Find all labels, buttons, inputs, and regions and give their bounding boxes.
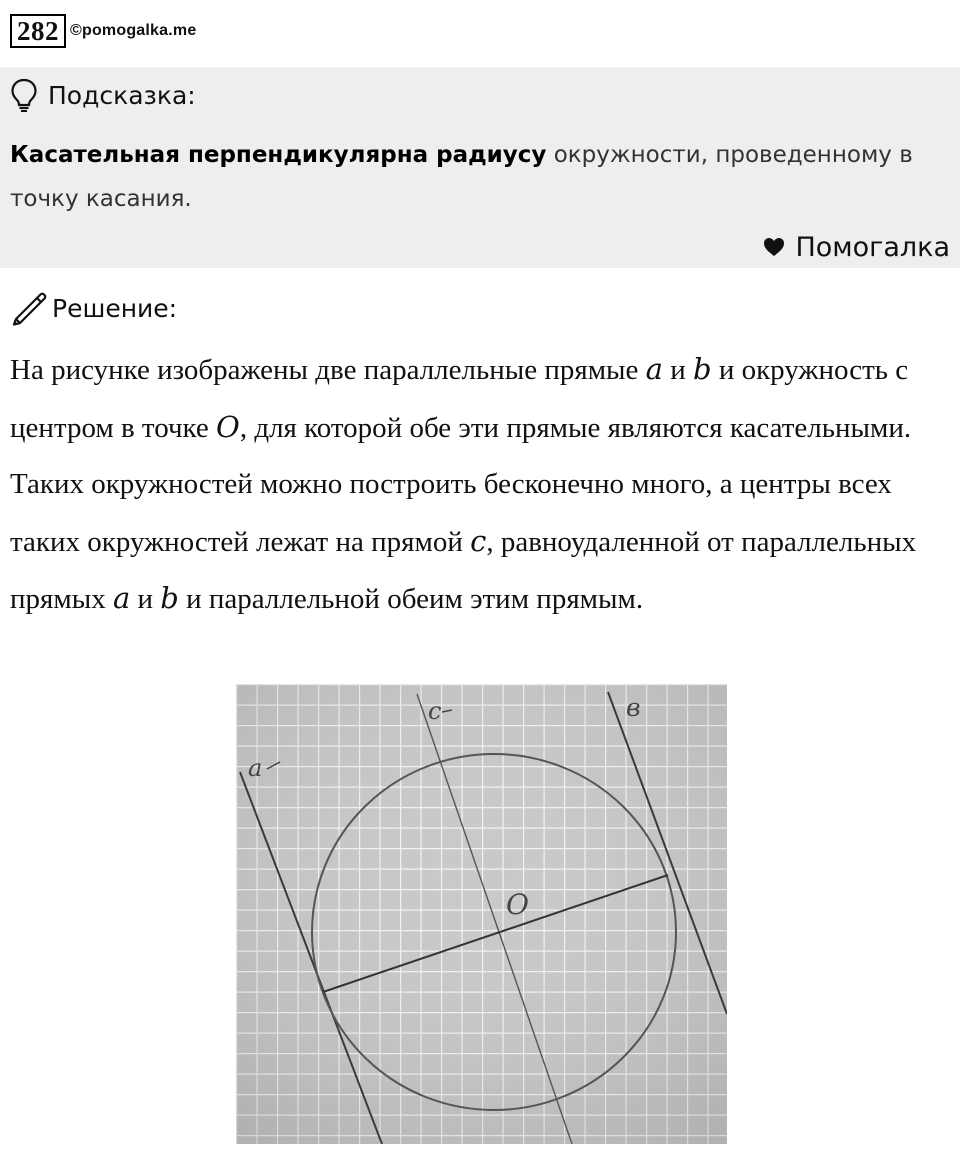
var-a: a [645, 352, 663, 386]
solution-text [10, 341, 950, 628]
var-b: b [693, 352, 712, 386]
var-a: a [112, 581, 131, 615]
geometry-figure [236, 684, 727, 1144]
label-a: a [248, 754, 263, 782]
solution-title-text: Решение: [52, 293, 178, 323]
lightbulb-icon [10, 78, 38, 112]
label-o: O [506, 888, 529, 921]
hint-bold-text: Касательная перпендикулярна радиусу [10, 142, 547, 168]
solution-text-part: и окружность с центром в точке [10, 354, 909, 444]
solution-text-part: , равноудаленной от параллельных прямых [10, 525, 917, 615]
solution-text-part: и [130, 583, 161, 615]
solution-text-part: и параллельной обеим этим прямым. [178, 583, 644, 615]
hint-text [10, 133, 955, 221]
var-o: O [216, 409, 240, 444]
hint-rest-text: окружности, проведенному в точку касания. [10, 142, 913, 212]
pencil-icon [10, 289, 48, 327]
site-name[interactable]: ©pomogalka.me [70, 22, 197, 39]
var-b: b [160, 581, 179, 615]
var-c: c [470, 523, 487, 558]
solution-text-part: , для которой обе эти прямые являются касательными. Таких окружностей можно построить бесконечно много, а центры всех таких окружностей лежат на прямой [10, 411, 912, 558]
task-number: 282 [10, 14, 66, 48]
solution-title [10, 288, 177, 328]
signature-text: Помогалка [795, 231, 950, 263]
signature [763, 227, 950, 267]
hint-title-text: Подсказка: [48, 80, 196, 110]
header [10, 14, 196, 48]
label-b: в [626, 693, 641, 722]
hint-title [10, 77, 196, 113]
paper-shading [236, 684, 727, 1144]
heart-icon [763, 237, 785, 257]
label-c: c [428, 697, 442, 725]
hint-box [0, 67, 960, 268]
solution-text-part: На рисунке изображены две параллельные прямые [10, 354, 646, 386]
solution-text-part: и [662, 354, 693, 386]
